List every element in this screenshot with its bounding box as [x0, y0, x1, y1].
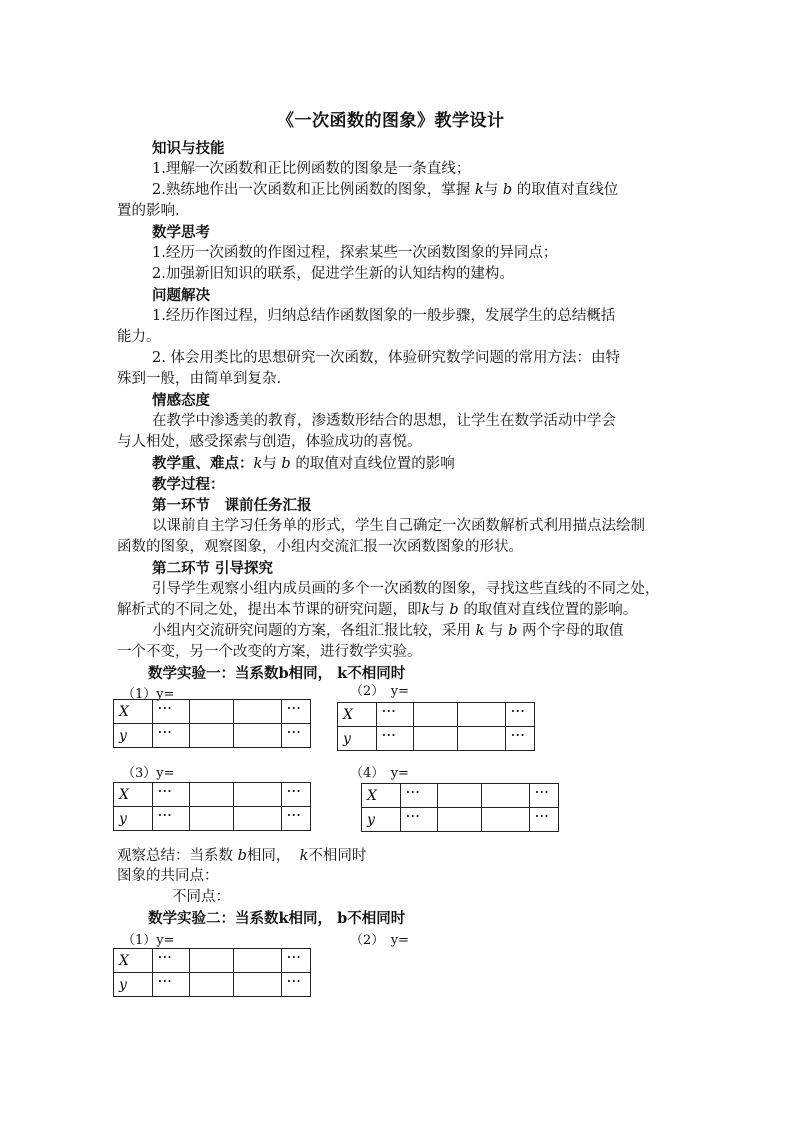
knowledge-line-2: 2.熟练地作出一次函数和正比例函数的图象，掌握 k与 b 的取值对直线位 [152, 182, 619, 198]
table-2-label: （2） y= [350, 684, 410, 699]
common-points-label: 图象的共同点： [117, 868, 219, 884]
experiment-2-heading: 数学实验二：当系数k相同， b不相同时 [148, 910, 406, 927]
exp2-table-1-label: （1）y= [122, 933, 175, 948]
value-table-3 [113, 782, 311, 831]
page-title: 《一次函数的图象》教学设计 [277, 111, 505, 131]
knowledge-line-1: 1.理解一次函数和正比例函数的图象是一条直线； [152, 161, 471, 177]
section-1-line-2: 函数的图象，观察图象，小组内交流汇报一次函数图象的形状。 [117, 539, 523, 555]
heading-problem-solving: 问题解决 [152, 287, 210, 304]
section-2-line-2: 解析式的不同之处，提出本节课的研究问题，即k与 b 的取值对直线位置的影响。 [117, 602, 638, 618]
problem-solving-line-3: 2. 体会用类比的思想研究一次函数，体验研究数学问题的常用方法：由特 [152, 350, 620, 366]
section-2-line-1: 引导学生观察小组内成员画的多个一次函数的图象，寻找这些直线的不同之处， [152, 581, 660, 597]
section-1-title: 第一环节 课前任务汇报 [152, 497, 312, 514]
table-row: y ··· ··· [362, 808, 559, 832]
key-points: 教学重、难点：k与 b 的取值对直线位置的影响 [152, 455, 455, 472]
heading-attitude: 情感态度 [152, 392, 210, 409]
problem-solving-line-4: 殊到一般，由简单到复杂. [117, 371, 282, 387]
table-row: y ··· ··· [114, 724, 311, 748]
table-row: X ··· ··· [114, 783, 311, 807]
exp2-value-table-1 [113, 948, 311, 997]
section-2-line-4: 一个不变，另一个改变的方案，进行数学实验。 [117, 644, 422, 660]
value-table-1 [113, 699, 311, 748]
table-4-label: （4） y= [350, 766, 410, 781]
attitude-line-2: 与人相处，感受探索与创造，体验成功的喜悦。 [117, 434, 422, 450]
problem-solving-line-1: 1.经历作图过程，归纳总结作函数图象的一般步骤，发展学生的总结概括 [152, 308, 616, 324]
section-2-title: 第二环节 引导探究 [152, 560, 274, 577]
math-thinking-line-2: 2.加强新旧知识的联系，促进学生新的认知结构的建构。 [152, 266, 514, 282]
table-row: X ··· ··· [114, 700, 311, 724]
observation-summary: 观察总结：当系数 b相同， k不相同时 [117, 848, 367, 864]
section-2-line-3: 小组内交流研究问题的方案，各组汇报比较，采用 k 与 b 两个字母的取值 [152, 623, 624, 639]
experiment-1-heading: 数学实验一：当系数b相同， k不相同时 [148, 665, 406, 682]
table-row: y ··· ··· [114, 973, 311, 997]
value-table-2 [337, 702, 535, 751]
problem-solving-line-2: 能力。 [117, 329, 161, 345]
table-row: y ··· ··· [338, 727, 535, 751]
exp2-table-2-label: （2） y= [350, 933, 410, 948]
math-thinking-line-1: 1.经历一次函数的作图过程，探索某些一次函数图象的异同点； [152, 245, 558, 261]
table-row: X ··· ··· [114, 949, 311, 973]
heading-math-thinking: 数学思考 [152, 224, 210, 241]
attitude-line-1: 在教学中渗透美的教育，渗透数形结合的思想，让学生在数学活动中学会 [152, 413, 616, 429]
heading-knowledge: 知识与技能 [152, 140, 225, 157]
key-points-label: 教学重、难点： [152, 455, 254, 472]
table-row: y ··· ··· [114, 807, 311, 831]
table-row: X ··· ··· [338, 703, 535, 727]
knowledge-line-3: 置的影响. [117, 203, 180, 219]
value-table-4 [361, 783, 559, 832]
different-points-label: 不同点： [172, 889, 230, 905]
table-row: X ··· ··· [362, 784, 559, 808]
section-1-line-1: 以课前自主学习任务单的形式，学生自己确定一次函数解析式利用描点法绘制 [152, 518, 645, 534]
heading-process: 教学过程： [152, 476, 225, 493]
table-3-label: （3）y= [122, 766, 175, 781]
table-1-label: （1）y= [122, 687, 175, 702]
